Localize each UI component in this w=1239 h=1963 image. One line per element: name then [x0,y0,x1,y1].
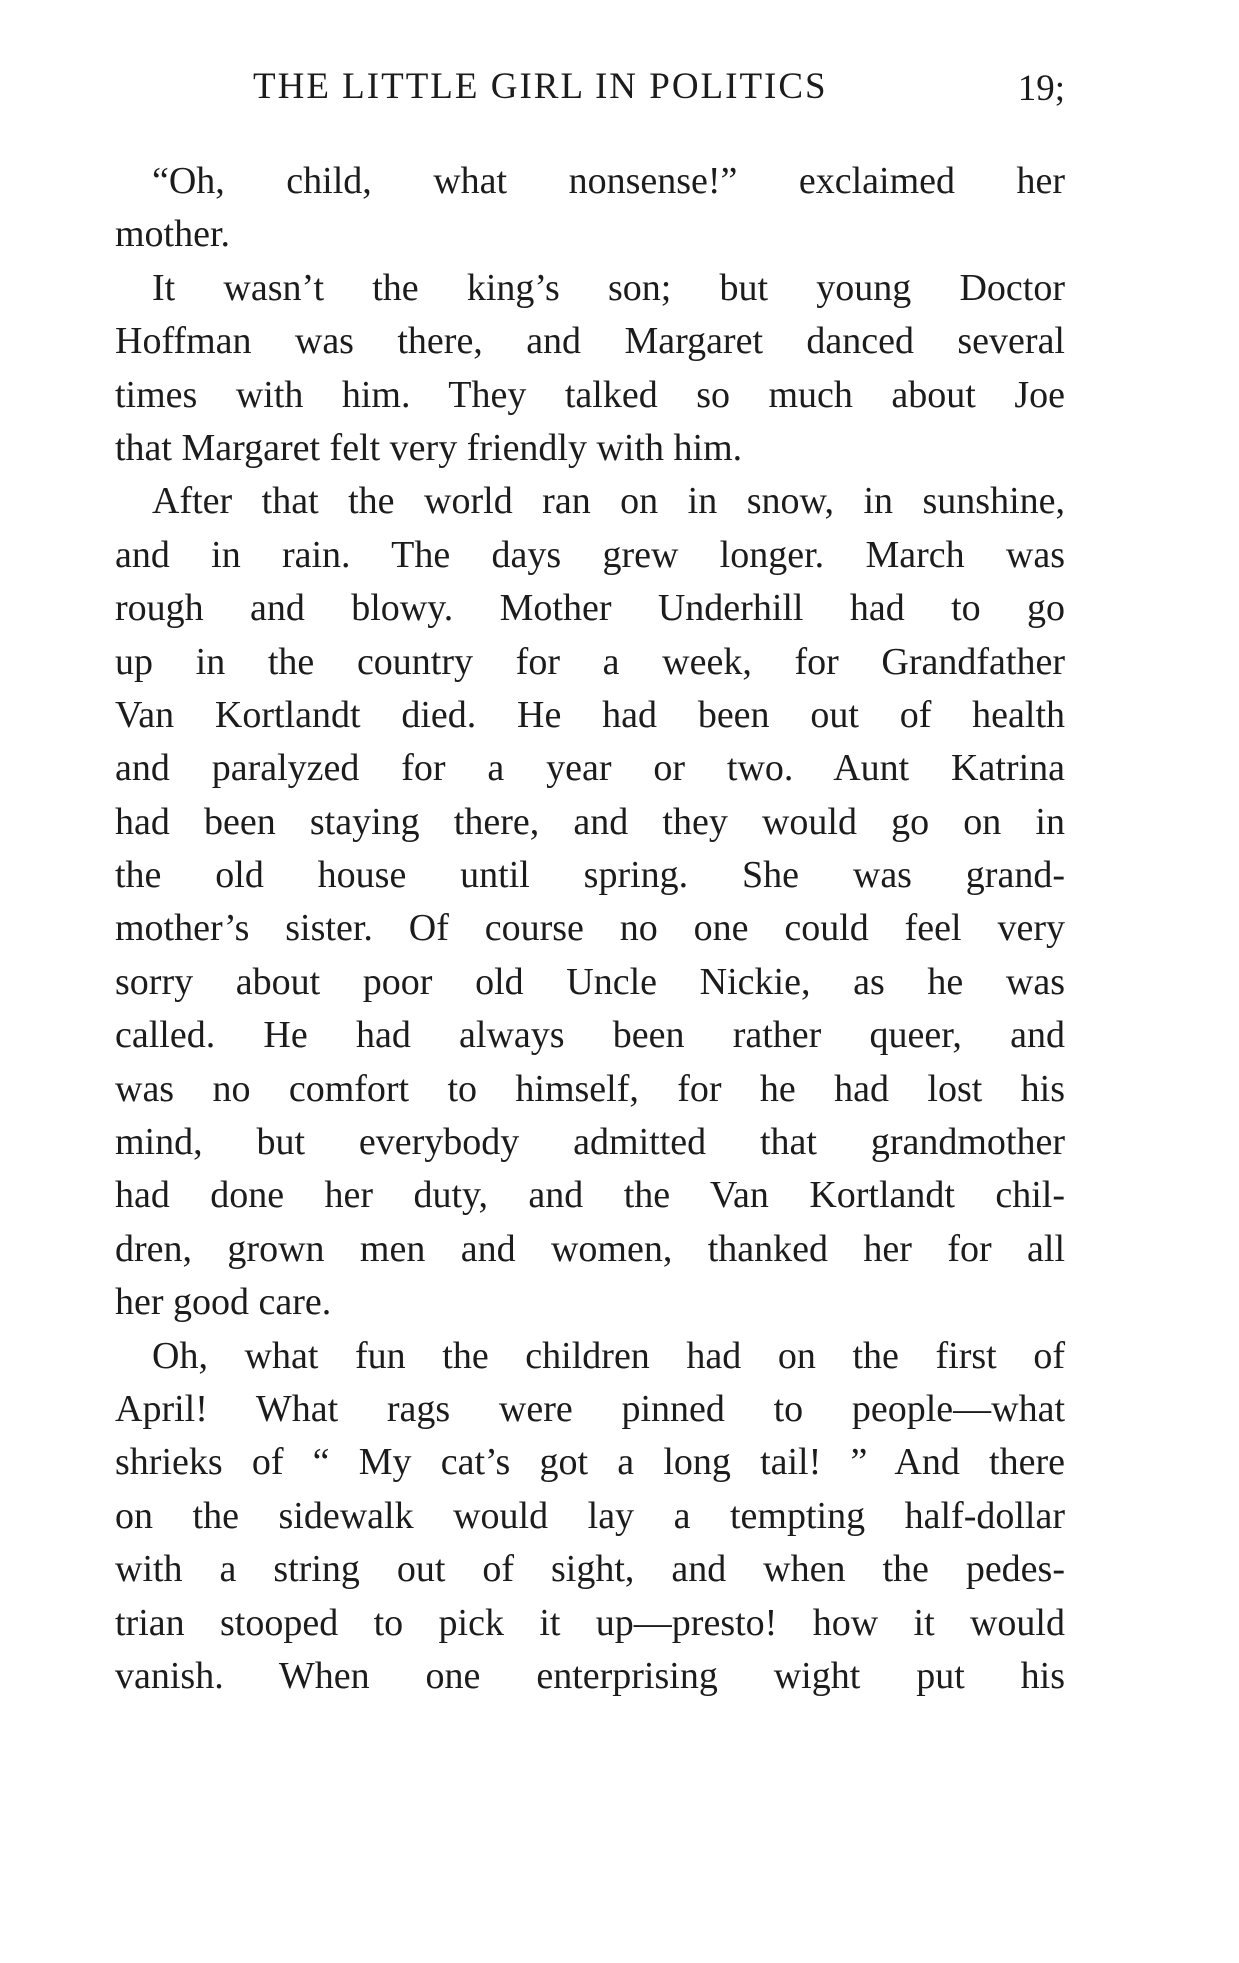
text-line: and paralyzed for a year or two. Aunt Katrina [115,747,1065,790]
text-line: It wasn’t the king’s son; but young Doctor [152,266,1065,309]
text-line: times with him. They talked so much about Joe [115,373,1065,416]
text-line: sorry about poor old Uncle Nickie, as he was [115,960,1065,1003]
text-line: shrieks of “ My cat’s got a long tail! ” And there [115,1441,1065,1484]
text-line: Oh, what fun the children had on the first of [152,1334,1065,1377]
text-line: Van Kortlandt died. He had been out of health [115,693,1065,736]
text-line: on the sidewalk would lay a tempting half-dollar [115,1494,1065,1537]
text-line: rough and blowy. Mother Underhill had to go [115,587,1065,630]
text-line: with a string out of sight, and when the pedes- [115,1548,1065,1591]
text-line: called. He had always been rather queer, and [115,1014,1065,1057]
text-line: April! What rags were pinned to people—what [115,1387,1065,1430]
text-line: vanish. When one enterprising wight put his [115,1654,1065,1697]
text-line: was no comfort to himself, for he had lost his [115,1067,1065,1110]
text-line: dren, grown men and women, thanked her for all [115,1227,1065,1270]
running-head [115,62,1065,112]
text-line: mother’s sister. Of course no one could feel very [115,907,1065,950]
text-line: up in the country for a week, for Grandfather [115,640,1065,683]
text-line: her good care. [115,1281,332,1324]
text-line: After that the world ran on in snow, in sunshine, [152,480,1065,523]
text-line: had done her duty, and the Van Kortlandt chil- [115,1174,1065,1217]
text-line: trian stooped to pick it up—presto! how it would [115,1601,1065,1644]
text-line: mind, but everybody admitted that grandmother [115,1121,1065,1164]
text-line: that Margaret felt very friendly with him. [115,426,743,469]
text-line: had been staying there, and they would go on in [115,800,1065,843]
page-number: 19; [1017,68,1065,109]
text-line: and in rain. The days grew longer. March was [115,533,1065,576]
running-title: THE LITTLE GIRL IN POLITICS [253,66,828,107]
text-line: “Oh, child, what nonsense!” exclaimed her [152,160,1065,202]
body-text [115,155,1065,1703]
text-line: Hoffman was there, and Margaret danced several [115,320,1065,363]
text-line: the old house until spring. She was grand- [115,854,1065,897]
text-line: mother. [115,213,231,256]
